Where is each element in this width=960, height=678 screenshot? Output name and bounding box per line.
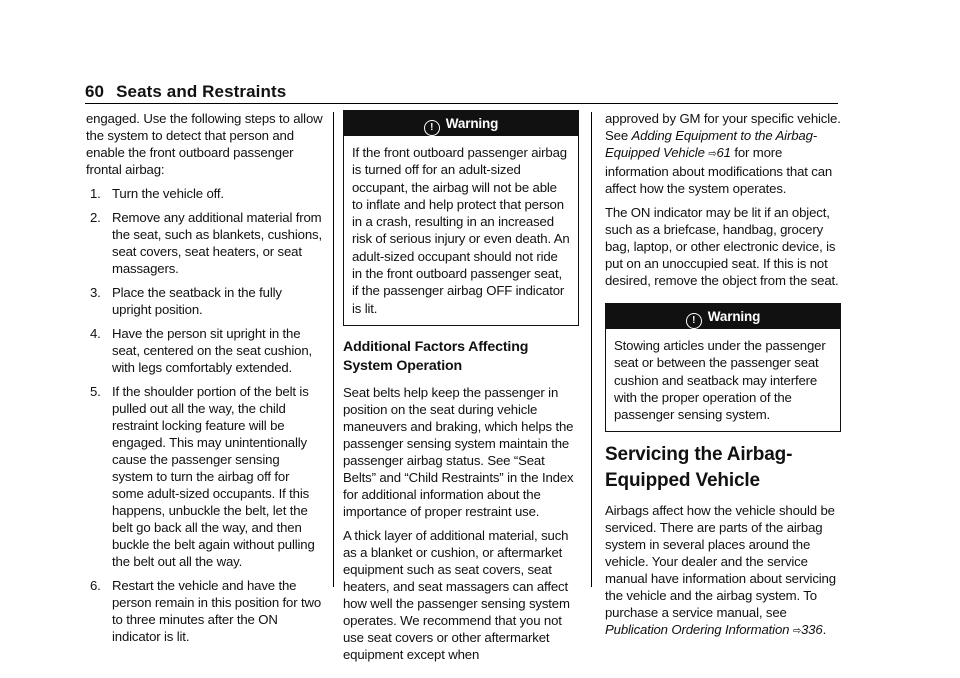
page-reference-arrow-icon: ⇨ (792, 625, 801, 638)
paragraph-thick-layer: A thick layer of additional material, such as a blanket or cushion, or aftermarket equipment such as seat covers, seat heaters, and seat massagers can affect how well the passenger sensing system operates. We recommend that you not use seat covers or other aftermarket equipment except when (343, 527, 570, 662)
step-text: Remove any additional material from the seat, such as blankets, cushions, seat covers, seat heaters, or seat massagers. (112, 210, 322, 276)
section-title: Seats and Restraints (116, 82, 287, 101)
step-item (86, 209, 323, 277)
warning-label: Warning (707, 309, 761, 324)
step-text: Have the person sit upright in the seat, centered on the seat cushion, with legs comfortably extended. (112, 326, 313, 375)
section-heading-servicing: Servicing the Airbag-Equipped Vehicle (605, 444, 793, 492)
column-3 (605, 110, 841, 647)
cross-reference-link[interactable]: Adding Equipment to the Airbag-Equipped Vehicle (605, 128, 817, 160)
page-reference-arrow-icon: ⇨ (708, 148, 717, 160)
warning-text: If the front outboard passenger airbag is turned off for an adult-sized occupant, the airbag will not be able to inflate and help protect that person in a crash, resulting in an increased risk of serious injury or even death. An adult-sized occupant should not ride in the front outboard passenger seat, if the passenger airbag OFF indicator is lit. (352, 145, 570, 316)
column-1 (86, 110, 323, 652)
paragraph-approved-by-gm (605, 110, 841, 197)
step-text: Turn the vehicle off. (112, 186, 224, 201)
step-number: 2. (90, 210, 101, 225)
intro-paragraph: engaged. Use the following steps to allow the system to detect that person and enable the front outboard passenger frontal airbag: (86, 111, 323, 177)
step-item (86, 577, 323, 645)
step-item (86, 284, 323, 318)
warning-box-stowing (605, 303, 841, 432)
warning-circle-icon: ! (686, 313, 702, 329)
step-number: 3. (90, 285, 101, 300)
text-run: . (822, 622, 827, 638)
subheading-additional-factors: Additional Factors Affecting System Operation (343, 338, 529, 374)
step-text: Place the seatback in the fully upright position. (112, 285, 282, 317)
step-text: Restart the vehicle and have the person remain in this position for two to three minutes after the ON indicator is lit. (112, 578, 322, 644)
text-run: approved by GM for your specific vehicle. See (605, 111, 841, 143)
warning-header (344, 111, 578, 136)
step-number: 5. (90, 384, 101, 399)
step-number: 6. (90, 578, 101, 593)
steps-list (86, 185, 323, 645)
paragraph-seat-belts: Seat belts help keep the passenger in position on the seat during vehicle maneuvers and braking, which helps the passenger sensing system maintain the passenger airbag status. See “Seat Belts” and “Child Restraints” in the Index for additional information about the importance of proper restraint use. (343, 384, 574, 519)
paragraph-on-indicator: The ON indicator may be lit if an object, such as a briefcase, handbag, grocery bag, laptop, or other electronic device, is put on an unoccupied seat. If this is not desired, remove the object from the seat. (605, 205, 839, 288)
warning-box-airbag-off (343, 110, 579, 326)
warning-text: Stowing articles under the passenger seat or between the passenger seat cushion and seatback may interfere with the proper operation of the passenger sensing system. (614, 338, 826, 423)
header-rule (85, 103, 838, 104)
step-item (86, 325, 323, 376)
warning-circle-icon: ! (424, 120, 440, 136)
step-number: 1. (90, 186, 101, 201)
column-divider-left (333, 112, 334, 587)
page-header (85, 82, 286, 102)
warning-header (606, 304, 840, 329)
step-item (86, 185, 323, 202)
page-reference-number[interactable]: 61 (716, 145, 731, 160)
text-run: for more information about modifications that can affect how the system operates. (605, 145, 833, 196)
column-divider-right (591, 112, 592, 587)
warning-label: Warning (445, 116, 499, 131)
step-item (86, 383, 323, 570)
page-number: 60 (85, 82, 105, 101)
page-reference-number[interactable]: 336 (801, 622, 823, 638)
text-run: Airbags affect how the vehicle should be serviced. There are parts of the airbag system in several places around the vehicle. Your dealer and the service manual have information about servicing the vehicle and the airbag system. To purchase a service manual, see (605, 503, 836, 621)
step-text: If the shoulder portion of the belt is pulled out all the way, the child restraint locking feature will be engaged. This may unintentionally cause the passenger sensing system to turn the airbag off for some adult-sized occupants. If this happens, unbuckle the belt, let the belt go back all the way, and then buckle the belt again without pulling the belt out all the way. (112, 384, 315, 569)
column-2 (343, 110, 579, 670)
paragraph-servicing (605, 502, 841, 640)
cross-reference-link[interactable]: Publication Ordering Information (605, 622, 790, 638)
step-number: 4. (90, 326, 101, 341)
